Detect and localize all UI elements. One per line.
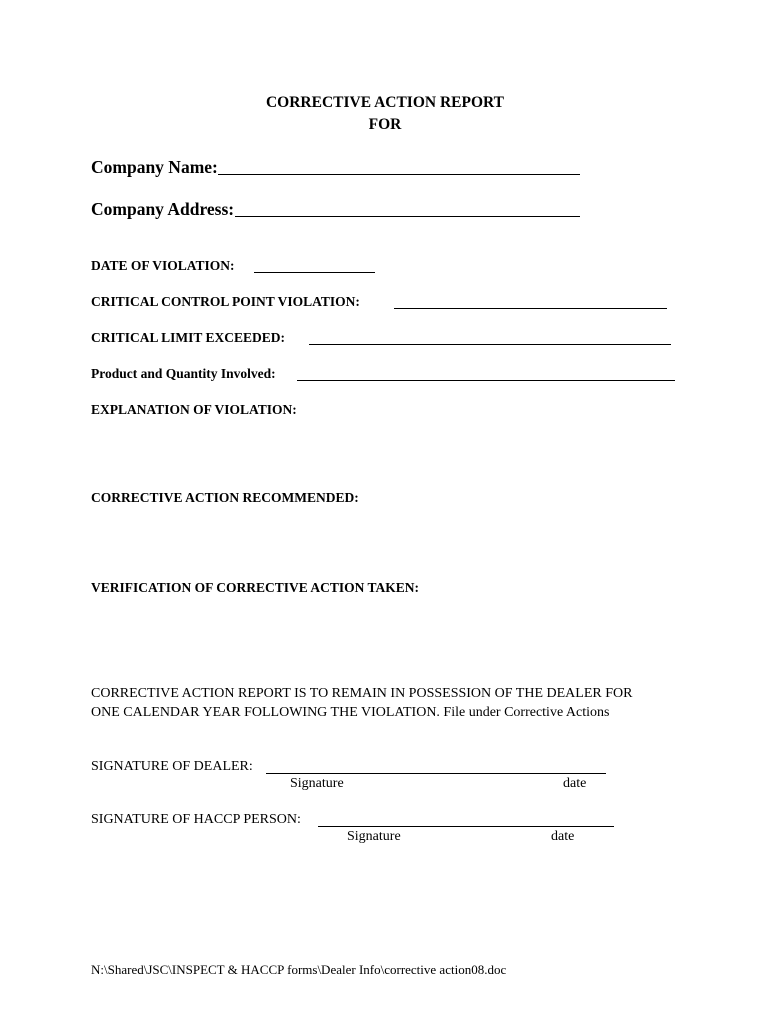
dealer-date-caption: date (563, 776, 587, 791)
dealer-signature-label: SIGNATURE OF DEALER: (91, 759, 253, 774)
notice-line-1: CORRECTIVE ACTION REPORT IS TO REMAIN IN POSSESSION OF THE DEALER FOR (91, 686, 633, 701)
haccp-signature-field[interactable] (318, 826, 614, 827)
report-title: CORRECTIVE ACTION REPORT (265, 94, 505, 111)
product-quantity-label: Product and Quantity Involved: (91, 366, 276, 381)
company-address-field[interactable] (235, 216, 580, 217)
dealer-signature-field[interactable] (266, 773, 606, 774)
ccp-violation-label: CRITICAL CONTROL POINT VIOLATION: (91, 294, 360, 309)
company-name-label: Company Name: (91, 157, 218, 177)
notice-line-2: ONE CALENDAR YEAR FOLLOWING THE VIOLATION. File under Corrective Actions (91, 705, 610, 720)
haccp-date-caption: date (551, 829, 575, 844)
report-title-for: FOR (368, 116, 402, 133)
date-of-violation-label: DATE OF VIOLATION: (91, 258, 235, 273)
date-of-violation-field[interactable] (254, 272, 375, 273)
footer-file-path: N:\Shared\JSC\INSPECT & HACCP forms\Dealer Info\corrective action08.doc (91, 962, 507, 977)
dealer-signature-caption: Signature (290, 776, 344, 791)
critical-limit-label: CRITICAL LIMIT EXCEEDED: (91, 330, 286, 345)
haccp-signature-caption: Signature (347, 829, 401, 844)
haccp-signature-label: SIGNATURE OF HACCP PERSON: (91, 812, 301, 827)
company-name-field[interactable] (218, 174, 580, 175)
company-address-label: Company Address: (91, 199, 235, 219)
ccp-violation-field[interactable] (394, 308, 667, 309)
explanation-heading: EXPLANATION OF VIOLATION: (91, 402, 297, 417)
verification-heading: VERIFICATION OF CORRECTIVE ACTION TAKEN: (91, 580, 420, 595)
critical-limit-field[interactable] (309, 344, 671, 345)
product-quantity-field[interactable] (297, 380, 675, 381)
recommended-heading: CORRECTIVE ACTION RECOMMENDED: (91, 490, 359, 505)
